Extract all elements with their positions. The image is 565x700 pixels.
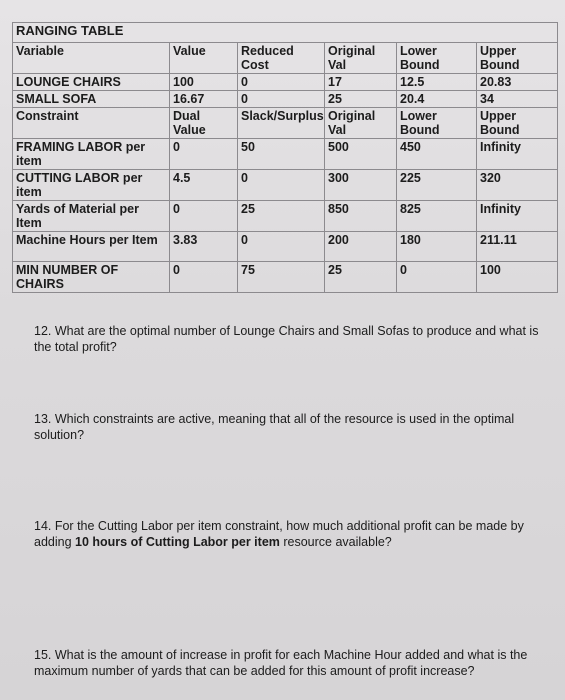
table-cell: 75 (238, 262, 325, 293)
header-cell: Lower Bound (397, 43, 477, 74)
question-14-emphasis: 10 hours of Cutting Labor per item (75, 535, 280, 549)
table-cell: 0 (238, 232, 325, 262)
table-row (13, 74, 558, 91)
table-cell: 50 (238, 139, 325, 170)
table-row (13, 232, 558, 262)
question-12: 12. What are the optimal number of Lounge Chairs and Small Sofas to produce and what is the total profit? (34, 324, 539, 354)
header-cell: Lower Bound (397, 108, 477, 139)
table-row (13, 201, 558, 232)
table-cell: 20.83 (477, 74, 558, 91)
table-cell: 320 (477, 170, 558, 201)
header-cell: Dual Value (170, 108, 238, 139)
question-13: 13. Which constraints are active, meaning that all of the resource is used in the optimal solution? (34, 412, 515, 442)
table-cell: 25 (325, 91, 397, 108)
header-cell: Reduced Cost (238, 43, 325, 74)
table-cell: 225 (397, 170, 477, 201)
header-cell: Upper Bound (477, 43, 558, 74)
table-row (13, 139, 558, 170)
table-row (13, 170, 558, 201)
table-cell: 0 (170, 262, 238, 293)
table-cell: MIN NUMBER OF CHAIRS (13, 262, 170, 293)
table-cell: Infinity (477, 139, 558, 170)
table-cell: 25 (238, 201, 325, 232)
table-cell: 850 (325, 201, 397, 232)
table-cell: 17 (325, 74, 397, 91)
header-cell: Original Val (325, 108, 397, 139)
constraint-header-row (13, 108, 558, 139)
table-cell: 100 (170, 74, 238, 91)
table-cell: SMALL SOFA (13, 91, 170, 108)
question-15: 15. What is the amount of increase in profit for each Machine Hour added and what is the maximum number of yards that can be added for this amount of profit increase? (34, 648, 528, 678)
question-14-text: 14. For the Cutting Labor per item constraint, how much additional profit can be made by adding (34, 519, 524, 549)
table-title: RANGING TABLE (13, 23, 558, 43)
table-cell: 4.5 (170, 170, 238, 201)
table-row (13, 91, 558, 108)
table-cell: 300 (325, 170, 397, 201)
table-cell: Yards of Material per Item (13, 201, 170, 232)
table-cell: 0 (238, 91, 325, 108)
table-cell: 0 (238, 170, 325, 201)
table-cell: 3.83 (170, 232, 238, 262)
header-cell: Constraint (13, 108, 170, 139)
table-cell: 12.5 (397, 74, 477, 91)
table-cell: 450 (397, 139, 477, 170)
table-row (13, 262, 558, 293)
table-cell: 500 (325, 139, 397, 170)
table-cell: Infinity (477, 201, 558, 232)
table-cell: 16.67 (170, 91, 238, 108)
header-cell: Original Val (325, 43, 397, 74)
table-cell: Machine Hours per Item (13, 232, 170, 262)
table-cell: 20.4 (397, 91, 477, 108)
question-14-text-end: resource available? (279, 535, 392, 549)
table-cell: 0 (238, 74, 325, 91)
table-cell: 825 (397, 201, 477, 232)
ranging-table (12, 22, 558, 293)
question-14 (34, 518, 549, 550)
table-cell: 211.11 (477, 232, 558, 262)
table-cell: 0 (170, 139, 238, 170)
table-cell: LOUNGE CHAIRS (13, 74, 170, 91)
table-cell: 100 (477, 262, 558, 293)
header-cell: Variable (13, 43, 170, 74)
table-cell: 0 (397, 262, 477, 293)
header-cell: Slack/Surplus (238, 108, 325, 139)
table-cell: FRAMING LABOR per item (13, 139, 170, 170)
table-cell: 25 (325, 262, 397, 293)
table-cell: 180 (397, 232, 477, 262)
table-title-row (13, 23, 558, 43)
header-cell: Upper Bound (477, 108, 558, 139)
table-cell: 34 (477, 91, 558, 108)
table-cell: CUTTING LABOR per item (13, 170, 170, 201)
table-cell: 200 (325, 232, 397, 262)
table-cell: 0 (170, 201, 238, 232)
header-cell: Value (170, 43, 238, 74)
table-header-row (13, 43, 558, 74)
